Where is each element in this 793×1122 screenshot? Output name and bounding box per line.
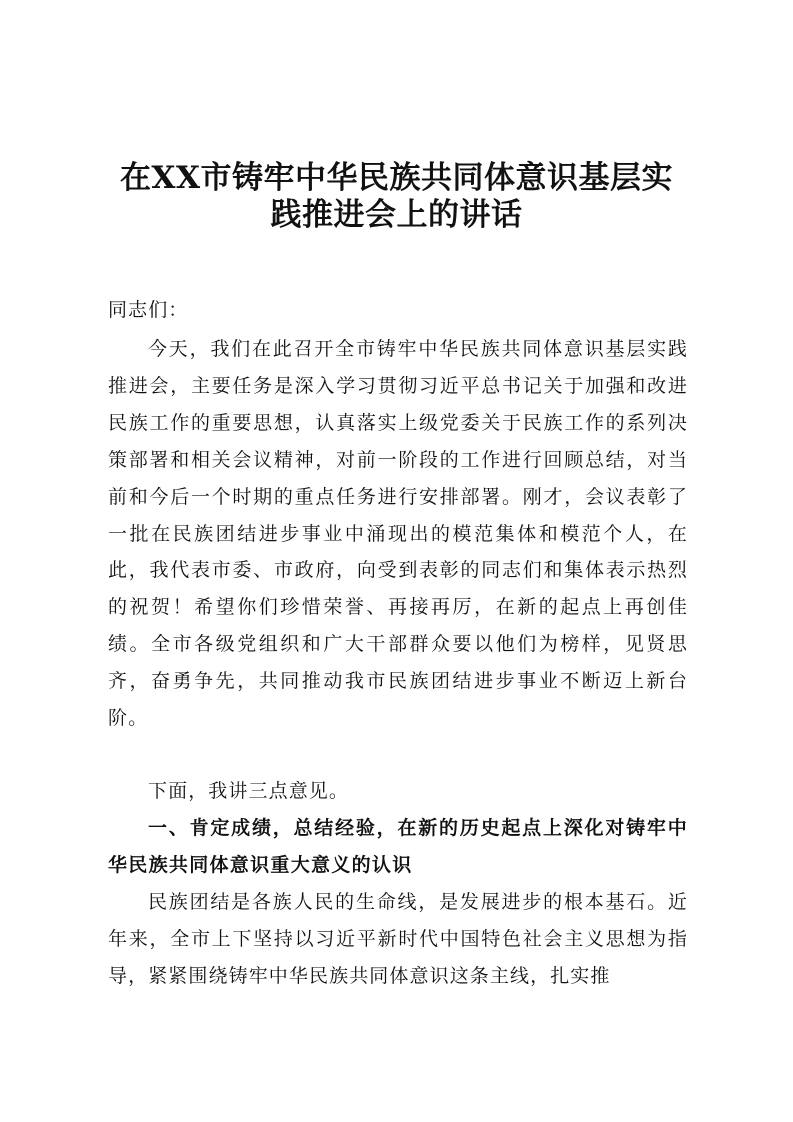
transition-paragraph: 下面，我讲三点意见。 [148,780,350,802]
document-title-line-1: 在XX市铸牢中华民族共同体意识基层实 [119,160,674,196]
opening-paragraph: 今天，我们在此召开全市铸牢中华民族共同体意识基层实践推进会，主要任务是深入学习贯彻习近平总书记关于加强和改进民族工作的重要思想，认真落实上级党委关于民族工作的系列决策部署和相关会议精神，对前一阶段的工作进行回顾总结，对当前和今后一个时期的重点任务进行安排部署。刚才，会议表彰了一批在民族团结进步事业中涌现出的模范集体和模范个人，在此，我代表市委、市政府，向受到表彰的同志们和集体表示热烈的祝贺！希望你们珍惜荣誉、再接再厉，在新的起点上再创佳绩。全市各级党组织和广大干部群众要以他们为榜样，见贤思齐，奋勇争先，共同推动我市民族团结进步事业不断迈上新台阶。 [108,338,688,730]
salutation: 同志们： [108,299,189,321]
document-title-line-2: 践推进会上的讲话 [270,197,523,233]
section-1-paragraph: 民族团结是各族人民的生命线，是发展进步的根本基石。近年来，全市上下坚持以习近平新时代中国特色社会主义思想为指导，紧紧围绕铸牢中华民族共同体意识这条主线，扎实推 [108,891,688,987]
section-heading-1: 一、肯定成绩，总结经验，在新的历史起点上深化对铸牢中华民族共同体意识重大意义的认识 [108,817,688,876]
